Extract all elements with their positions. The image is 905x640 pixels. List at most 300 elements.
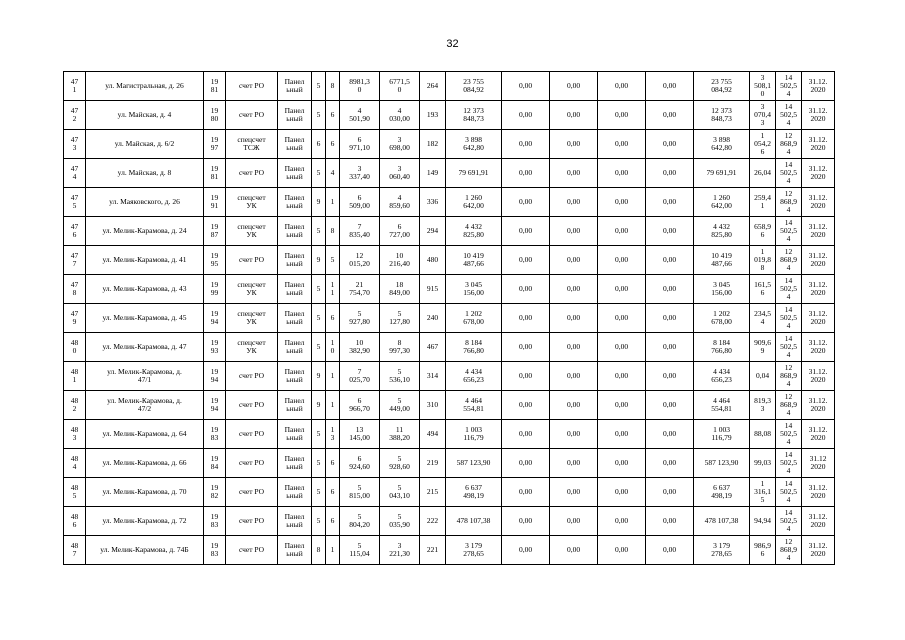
floors-cell: 6 xyxy=(312,130,326,159)
owner-funds-cell: 1 260 642,00 xyxy=(694,188,750,217)
account-type-cell: счет РО xyxy=(226,478,278,507)
unit-cost-cell: 234,5 4 xyxy=(750,304,776,333)
limit-cost-cell: 14 502,5 4 xyxy=(776,333,802,362)
funding-2-cell: 0,00 xyxy=(550,478,598,507)
living-area-cell: 3 060,40 xyxy=(380,159,420,188)
funding-4-cell: 0,00 xyxy=(646,275,694,304)
table-row xyxy=(64,246,835,275)
address-cell: ул. Мелик-Карамова, д. 72 xyxy=(86,507,204,536)
funding-1-cell: 0,00 xyxy=(502,391,550,420)
floors-cell: 5 xyxy=(312,333,326,362)
account-type-cell: счет РО xyxy=(226,449,278,478)
funding-3-cell: 0,00 xyxy=(598,420,646,449)
row-number-cell: 48 7 xyxy=(64,536,86,565)
deadline-cell: 31.12. 2020 xyxy=(802,362,835,391)
unit-cost-cell: 26,04 xyxy=(750,159,776,188)
total-cost-cell: 4 434 656,23 xyxy=(446,362,502,391)
table-row xyxy=(64,449,835,478)
total-cost-cell: 3 045 156,00 xyxy=(446,275,502,304)
total-cost-cell: 4 464 554,81 xyxy=(446,391,502,420)
funding-2-cell: 0,00 xyxy=(550,101,598,130)
entrances-cell: 1 3 xyxy=(326,420,340,449)
floors-cell: 5 xyxy=(312,304,326,333)
account-type-cell: спецсчет УК xyxy=(226,275,278,304)
wall-material-cell: Панел ьный xyxy=(278,478,312,507)
table-row xyxy=(64,391,835,420)
owner-funds-cell: 478 107,38 xyxy=(694,507,750,536)
funding-3-cell: 0,00 xyxy=(598,246,646,275)
residents-cell: 336 xyxy=(420,188,446,217)
table-row xyxy=(64,188,835,217)
funding-2-cell: 0,00 xyxy=(550,246,598,275)
funding-3-cell: 0,00 xyxy=(598,478,646,507)
unit-cost-cell: 88,08 xyxy=(750,420,776,449)
table-row xyxy=(64,304,835,333)
residents-cell: 221 xyxy=(420,536,446,565)
entrances-cell: 1 0 xyxy=(326,333,340,362)
account-type-cell: счет РО xyxy=(226,536,278,565)
funding-4-cell: 0,00 xyxy=(646,362,694,391)
funding-4-cell: 0,00 xyxy=(646,536,694,565)
limit-cost-cell: 12 868,9 4 xyxy=(776,391,802,420)
funding-3-cell: 0,00 xyxy=(598,159,646,188)
deadline-cell: 31.12. 2020 xyxy=(802,536,835,565)
funding-1-cell: 0,00 xyxy=(502,246,550,275)
total-area-cell: 6 509,00 xyxy=(340,188,380,217)
floors-cell: 5 xyxy=(312,478,326,507)
row-number-cell: 47 6 xyxy=(64,217,86,246)
limit-cost-cell: 14 502,5 4 xyxy=(776,449,802,478)
deadline-cell: 31.12. 2020 xyxy=(802,72,835,101)
limit-cost-cell: 14 502,5 4 xyxy=(776,507,802,536)
address-cell: ул. Мелик-Карамова, д. 41 xyxy=(86,246,204,275)
living-area-cell: 8 997,30 xyxy=(380,333,420,362)
table-row xyxy=(64,101,835,130)
floors-cell: 5 xyxy=(312,507,326,536)
unit-cost-cell: 259,4 1 xyxy=(750,188,776,217)
floors-cell: 9 xyxy=(312,391,326,420)
funding-2-cell: 0,00 xyxy=(550,362,598,391)
owner-funds-cell: 587 123,90 xyxy=(694,449,750,478)
funding-1-cell: 0,00 xyxy=(502,304,550,333)
total-cost-cell: 12 373 848,73 xyxy=(446,101,502,130)
funding-3-cell: 0,00 xyxy=(598,275,646,304)
funding-2-cell: 0,00 xyxy=(550,130,598,159)
total-area-cell: 4 501,90 xyxy=(340,101,380,130)
address-cell: ул. Мелик-Карамова, д. 74Б xyxy=(86,536,204,565)
table-row xyxy=(64,275,835,304)
total-cost-cell: 79 691,91 xyxy=(446,159,502,188)
owner-funds-cell: 79 691,91 xyxy=(694,159,750,188)
account-type-cell: счет РО xyxy=(226,159,278,188)
owner-funds-cell: 1 003 116,79 xyxy=(694,420,750,449)
build-year-cell: 19 97 xyxy=(204,130,226,159)
build-year-cell: 19 83 xyxy=(204,536,226,565)
limit-cost-cell: 14 502,5 4 xyxy=(776,159,802,188)
living-area-cell: 5 449,00 xyxy=(380,391,420,420)
row-number-cell: 47 3 xyxy=(64,130,86,159)
residents-cell: 310 xyxy=(420,391,446,420)
living-area-cell: 6771,5 0 xyxy=(380,72,420,101)
build-year-cell: 19 99 xyxy=(204,275,226,304)
row-number-cell: 48 2 xyxy=(64,391,86,420)
residents-cell: 182 xyxy=(420,130,446,159)
table-row xyxy=(64,507,835,536)
funding-4-cell: 0,00 xyxy=(646,333,694,362)
table-row xyxy=(64,130,835,159)
limit-cost-cell: 14 502,5 4 xyxy=(776,478,802,507)
wall-material-cell: Панел ьный xyxy=(278,159,312,188)
residents-cell: 215 xyxy=(420,478,446,507)
housing-register-table xyxy=(63,71,835,565)
total-area-cell: 7 025,70 xyxy=(340,362,380,391)
wall-material-cell: Панел ьный xyxy=(278,72,312,101)
funding-4-cell: 0,00 xyxy=(646,101,694,130)
build-year-cell: 19 83 xyxy=(204,420,226,449)
wall-material-cell: Панел ьный xyxy=(278,420,312,449)
living-area-cell: 5 928,60 xyxy=(380,449,420,478)
funding-1-cell: 0,00 xyxy=(502,420,550,449)
total-cost-cell: 1 003 116,79 xyxy=(446,420,502,449)
funding-2-cell: 0,00 xyxy=(550,420,598,449)
deadline-cell: 31.12. 2020 xyxy=(802,275,835,304)
deadline-cell: 31.12. 2020 xyxy=(802,130,835,159)
total-area-cell: 13 145,00 xyxy=(340,420,380,449)
funding-3-cell: 0,00 xyxy=(598,101,646,130)
living-area-cell: 18 849,00 xyxy=(380,275,420,304)
wall-material-cell: Панел ьный xyxy=(278,449,312,478)
deadline-cell: 31.12. 2020 xyxy=(802,507,835,536)
limit-cost-cell: 12 868,9 4 xyxy=(776,130,802,159)
living-area-cell: 5 043,10 xyxy=(380,478,420,507)
deadline-cell: 31.12. 2020 xyxy=(802,391,835,420)
build-year-cell: 19 94 xyxy=(204,362,226,391)
build-year-cell: 19 94 xyxy=(204,391,226,420)
address-cell: ул. Мелик-Карамова, д. 47/2 xyxy=(86,391,204,420)
account-type-cell: спецсчет УК xyxy=(226,304,278,333)
limit-cost-cell: 12 868,9 4 xyxy=(776,536,802,565)
entrances-cell: 1 xyxy=(326,391,340,420)
owner-funds-cell: 3 179 278,65 xyxy=(694,536,750,565)
table-row xyxy=(64,217,835,246)
total-cost-cell: 478 107,38 xyxy=(446,507,502,536)
funding-3-cell: 0,00 xyxy=(598,362,646,391)
row-number-cell: 47 2 xyxy=(64,101,86,130)
unit-cost-cell: 94,94 xyxy=(750,507,776,536)
limit-cost-cell: 14 502,5 4 xyxy=(776,217,802,246)
funding-4-cell: 0,00 xyxy=(646,304,694,333)
unit-cost-cell: 1 019,8 8 xyxy=(750,246,776,275)
total-area-cell: 6 924,60 xyxy=(340,449,380,478)
residents-cell: 222 xyxy=(420,507,446,536)
row-number-cell: 47 1 xyxy=(64,72,86,101)
funding-1-cell: 0,00 xyxy=(502,188,550,217)
owner-funds-cell: 4 432 825,80 xyxy=(694,217,750,246)
account-type-cell: спецсчет УК xyxy=(226,217,278,246)
living-area-cell: 10 216,40 xyxy=(380,246,420,275)
table-row xyxy=(64,478,835,507)
account-type-cell: счет РО xyxy=(226,507,278,536)
floors-cell: 5 xyxy=(312,72,326,101)
total-area-cell: 6 966,70 xyxy=(340,391,380,420)
funding-2-cell: 0,00 xyxy=(550,159,598,188)
table-row xyxy=(64,536,835,565)
floors-cell: 5 xyxy=(312,101,326,130)
unit-cost-cell: 658,9 6 xyxy=(750,217,776,246)
owner-funds-cell: 4 434 656,23 xyxy=(694,362,750,391)
limit-cost-cell: 14 502,5 4 xyxy=(776,304,802,333)
funding-2-cell: 0,00 xyxy=(550,275,598,304)
unit-cost-cell: 3 508,1 0 xyxy=(750,72,776,101)
owner-funds-cell: 6 637 498,19 xyxy=(694,478,750,507)
address-cell: ул. Мелик-Карамова, д. 43 xyxy=(86,275,204,304)
total-cost-cell: 3 179 278,65 xyxy=(446,536,502,565)
funding-2-cell: 0,00 xyxy=(550,217,598,246)
floors-cell: 5 xyxy=(312,217,326,246)
residents-cell: 480 xyxy=(420,246,446,275)
floors-cell: 8 xyxy=(312,536,326,565)
page-number: 32 xyxy=(446,38,459,50)
funding-3-cell: 0,00 xyxy=(598,536,646,565)
funding-3-cell: 0,00 xyxy=(598,72,646,101)
funding-3-cell: 0,00 xyxy=(598,507,646,536)
living-area-cell: 3 221,30 xyxy=(380,536,420,565)
build-year-cell: 19 83 xyxy=(204,507,226,536)
funding-2-cell: 0,00 xyxy=(550,536,598,565)
entrances-cell: 8 xyxy=(326,72,340,101)
entrances-cell: 1 xyxy=(326,362,340,391)
deadline-cell: 31.12. 2020 xyxy=(802,217,835,246)
residents-cell: 494 xyxy=(420,420,446,449)
funding-2-cell: 0,00 xyxy=(550,507,598,536)
total-cost-cell: 4 432 825,80 xyxy=(446,217,502,246)
account-type-cell: счет РО xyxy=(226,246,278,275)
account-type-cell: спецсчет УК xyxy=(226,333,278,362)
total-area-cell: 12 015,20 xyxy=(340,246,380,275)
owner-funds-cell: 3 045 156,00 xyxy=(694,275,750,304)
funding-1-cell: 0,00 xyxy=(502,507,550,536)
owner-funds-cell: 4 464 554,81 xyxy=(694,391,750,420)
floors-cell: 5 xyxy=(312,449,326,478)
residents-cell: 193 xyxy=(420,101,446,130)
total-cost-cell: 1 202 678,00 xyxy=(446,304,502,333)
floors-cell: 5 xyxy=(312,420,326,449)
owner-funds-cell: 3 898 642,80 xyxy=(694,130,750,159)
residents-cell: 264 xyxy=(420,72,446,101)
entrances-cell: 5 xyxy=(326,246,340,275)
funding-4-cell: 0,00 xyxy=(646,391,694,420)
residents-cell: 314 xyxy=(420,362,446,391)
build-year-cell: 19 87 xyxy=(204,217,226,246)
table-row xyxy=(64,72,835,101)
unit-cost-cell: 1 054,2 6 xyxy=(750,130,776,159)
owner-funds-cell: 23 755 084,92 xyxy=(694,72,750,101)
floors-cell: 9 xyxy=(312,188,326,217)
living-area-cell: 5 035,90 xyxy=(380,507,420,536)
living-area-cell: 5 536,10 xyxy=(380,362,420,391)
total-cost-cell: 6 637 498,19 xyxy=(446,478,502,507)
build-year-cell: 19 82 xyxy=(204,478,226,507)
living-area-cell: 5 127,80 xyxy=(380,304,420,333)
address-cell: ул. Мелик-Карамова, д. 24 xyxy=(86,217,204,246)
wall-material-cell: Панел ьный xyxy=(278,246,312,275)
total-area-cell: 6 971,10 xyxy=(340,130,380,159)
funding-4-cell: 0,00 xyxy=(646,420,694,449)
funding-4-cell: 0,00 xyxy=(646,188,694,217)
row-number-cell: 47 5 xyxy=(64,188,86,217)
entrances-cell: 1 xyxy=(326,188,340,217)
wall-material-cell: Панел ьный xyxy=(278,333,312,362)
row-number-cell: 47 7 xyxy=(64,246,86,275)
living-area-cell: 4 859,60 xyxy=(380,188,420,217)
account-type-cell: счет РО xyxy=(226,420,278,449)
unit-cost-cell: 909,6 9 xyxy=(750,333,776,362)
wall-material-cell: Панел ьный xyxy=(278,275,312,304)
unit-cost-cell: 819,3 3 xyxy=(750,391,776,420)
wall-material-cell: Панел ьный xyxy=(278,188,312,217)
row-number-cell: 48 4 xyxy=(64,449,86,478)
total-area-cell: 10 382,90 xyxy=(340,333,380,362)
funding-1-cell: 0,00 xyxy=(502,72,550,101)
unit-cost-cell: 986,9 6 xyxy=(750,536,776,565)
funding-1-cell: 0,00 xyxy=(502,478,550,507)
limit-cost-cell: 14 502,5 4 xyxy=(776,101,802,130)
address-cell: ул. Майская, д. 4 xyxy=(86,101,204,130)
funding-2-cell: 0,00 xyxy=(550,304,598,333)
floors-cell: 5 xyxy=(312,275,326,304)
table-row xyxy=(64,420,835,449)
deadline-cell: 31.12. 2020 xyxy=(802,101,835,130)
table-row xyxy=(64,159,835,188)
owner-funds-cell: 10 419 487,66 xyxy=(694,246,750,275)
unit-cost-cell: 161,5 6 xyxy=(750,275,776,304)
address-cell: ул. Мелик-Карамова, д. 70 xyxy=(86,478,204,507)
wall-material-cell: Панел ьный xyxy=(278,536,312,565)
funding-3-cell: 0,00 xyxy=(598,188,646,217)
total-area-cell: 5 815,00 xyxy=(340,478,380,507)
funding-2-cell: 0,00 xyxy=(550,333,598,362)
owner-funds-cell: 12 373 848,73 xyxy=(694,101,750,130)
funding-2-cell: 0,00 xyxy=(550,391,598,420)
entrances-cell: 1 1 xyxy=(326,275,340,304)
living-area-cell: 3 698,00 xyxy=(380,130,420,159)
funding-3-cell: 0,00 xyxy=(598,391,646,420)
limit-cost-cell: 14 502,5 4 xyxy=(776,72,802,101)
account-type-cell: счет РО xyxy=(226,72,278,101)
funding-1-cell: 0,00 xyxy=(502,449,550,478)
limit-cost-cell: 14 502,5 4 xyxy=(776,275,802,304)
build-year-cell: 19 93 xyxy=(204,333,226,362)
funding-4-cell: 0,00 xyxy=(646,159,694,188)
funding-3-cell: 0,00 xyxy=(598,304,646,333)
funding-2-cell: 0,00 xyxy=(550,449,598,478)
build-year-cell: 19 94 xyxy=(204,304,226,333)
total-area-cell: 21 754,70 xyxy=(340,275,380,304)
build-year-cell: 19 95 xyxy=(204,246,226,275)
address-cell: ул. Маяковского, д. 26 xyxy=(86,188,204,217)
row-number-cell: 48 6 xyxy=(64,507,86,536)
deadline-cell: 31.12. 2020 xyxy=(802,159,835,188)
entrances-cell: 6 xyxy=(326,449,340,478)
build-year-cell: 19 84 xyxy=(204,449,226,478)
total-cost-cell: 587 123,90 xyxy=(446,449,502,478)
total-cost-cell: 10 419 487,66 xyxy=(446,246,502,275)
residents-cell: 467 xyxy=(420,333,446,362)
address-cell: ул. Мелик-Карамова, д. 47 xyxy=(86,333,204,362)
floors-cell: 9 xyxy=(312,246,326,275)
unit-cost-cell: 99,03 xyxy=(750,449,776,478)
residents-cell: 149 xyxy=(420,159,446,188)
wall-material-cell: Панел ьный xyxy=(278,362,312,391)
living-area-cell: 4 030,00 xyxy=(380,101,420,130)
limit-cost-cell: 12 868,9 4 xyxy=(776,362,802,391)
funding-3-cell: 0,00 xyxy=(598,217,646,246)
wall-material-cell: Панел ьный xyxy=(278,217,312,246)
funding-4-cell: 0,00 xyxy=(646,449,694,478)
address-cell: ул. Мелик-Карамова, д. 64 xyxy=(86,420,204,449)
row-number-cell: 48 3 xyxy=(64,420,86,449)
funding-4-cell: 0,00 xyxy=(646,246,694,275)
funding-4-cell: 0,00 xyxy=(646,217,694,246)
limit-cost-cell: 12 868,9 4 xyxy=(776,246,802,275)
row-number-cell: 47 4 xyxy=(64,159,86,188)
address-cell: ул. Мелик-Карамова, д. 66 xyxy=(86,449,204,478)
row-number-cell: 48 1 xyxy=(64,362,86,391)
unit-cost-cell: 0,04 xyxy=(750,362,776,391)
entrances-cell: 6 xyxy=(326,304,340,333)
total-area-cell: 5 115,04 xyxy=(340,536,380,565)
funding-3-cell: 0,00 xyxy=(598,333,646,362)
funding-3-cell: 0,00 xyxy=(598,130,646,159)
build-year-cell: 19 91 xyxy=(204,188,226,217)
residents-cell: 915 xyxy=(420,275,446,304)
owner-funds-cell: 1 202 678,00 xyxy=(694,304,750,333)
address-cell: ул. Майская, д. 8 xyxy=(86,159,204,188)
residents-cell: 240 xyxy=(420,304,446,333)
account-type-cell: спецсчет УК xyxy=(226,188,278,217)
total-cost-cell: 1 260 642,00 xyxy=(446,188,502,217)
funding-1-cell: 0,00 xyxy=(502,217,550,246)
entrances-cell: 6 xyxy=(326,130,340,159)
table-row xyxy=(64,333,835,362)
deadline-cell: 31.12. 2020 xyxy=(802,246,835,275)
total-area-cell: 5 804,20 xyxy=(340,507,380,536)
floors-cell: 9 xyxy=(312,362,326,391)
funding-3-cell: 0,00 xyxy=(598,449,646,478)
account-type-cell: счет РО xyxy=(226,362,278,391)
limit-cost-cell: 14 502,5 4 xyxy=(776,420,802,449)
funding-2-cell: 0,00 xyxy=(550,72,598,101)
build-year-cell: 19 80 xyxy=(204,101,226,130)
entrances-cell: 6 xyxy=(326,101,340,130)
deadline-cell: 31.12. 2020 xyxy=(802,478,835,507)
limit-cost-cell: 12 868,9 4 xyxy=(776,188,802,217)
funding-1-cell: 0,00 xyxy=(502,362,550,391)
residents-cell: 294 xyxy=(420,217,446,246)
wall-material-cell: Панел ьный xyxy=(278,391,312,420)
funding-1-cell: 0,00 xyxy=(502,333,550,362)
entrances-cell: 8 xyxy=(326,217,340,246)
deadline-cell: 31.12 2020 xyxy=(802,449,835,478)
total-cost-cell: 8 184 766,80 xyxy=(446,333,502,362)
entrances-cell: 6 xyxy=(326,478,340,507)
entrances-cell: 4 xyxy=(326,159,340,188)
address-cell: ул. Майская, д. 6/2 xyxy=(86,130,204,159)
funding-1-cell: 0,00 xyxy=(502,536,550,565)
total-area-cell: 7 835,40 xyxy=(340,217,380,246)
owner-funds-cell: 8 184 766,80 xyxy=(694,333,750,362)
account-type-cell: спецсчет ТСЖ xyxy=(226,130,278,159)
